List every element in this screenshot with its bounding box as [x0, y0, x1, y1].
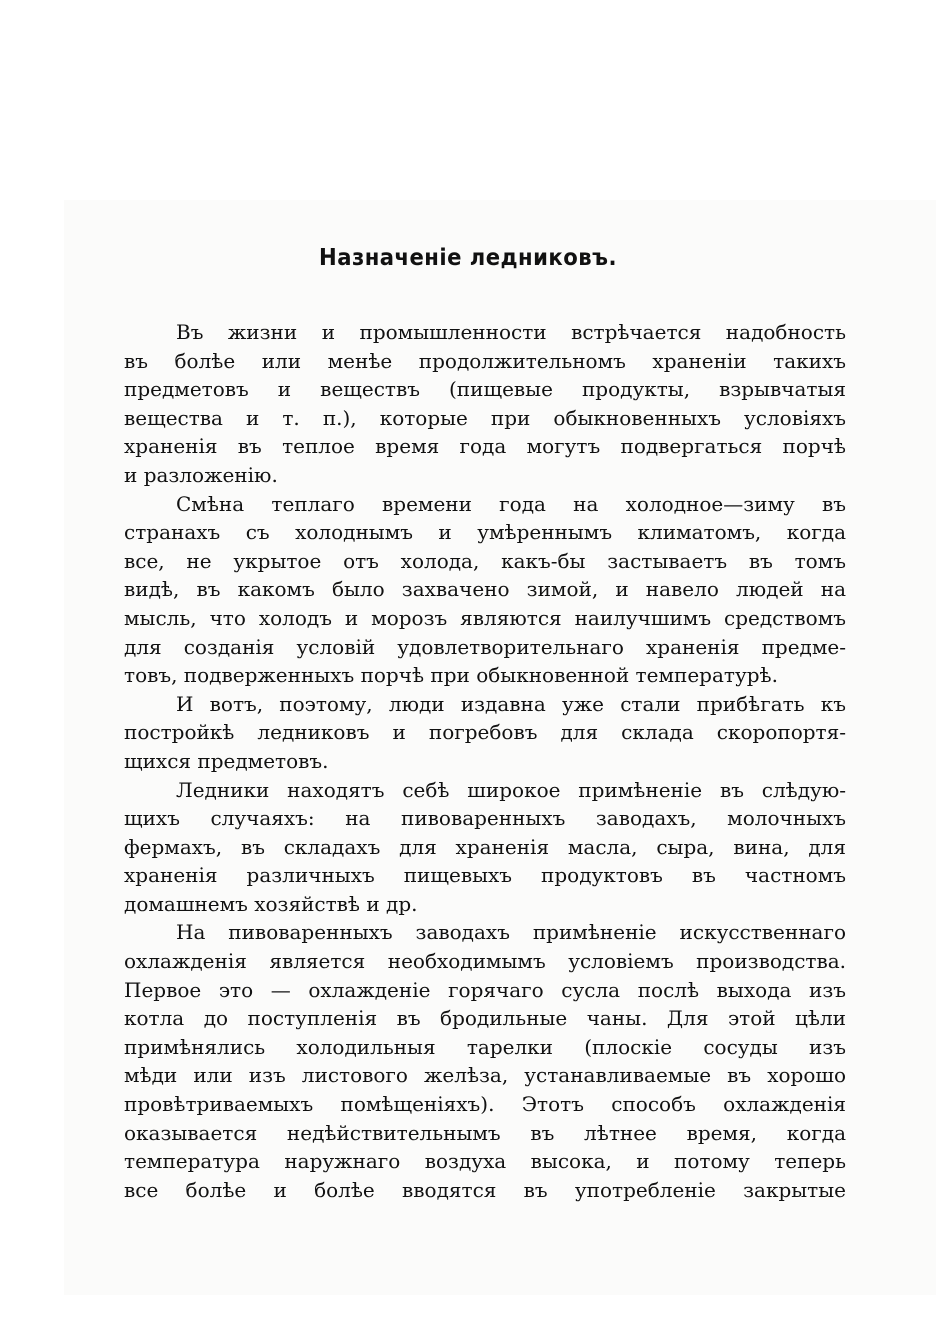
text-line: И вотъ, поэтому, люди издавна уже стали прибѣгать къ — [176, 691, 846, 716]
text-line: Ледники находятъ себѣ широкое примѣненiе въ слѣдую- — [176, 777, 846, 802]
text-line: примѣнялись холодильныя тарелки (плоскiе сосуды изъ — [124, 1034, 846, 1059]
text-line: фермахъ, въ складахъ для храненiя масла, сыра, вина, для — [124, 834, 846, 859]
paragraph — [124, 918, 846, 1204]
text-line: странахъ съ холоднымъ и умѣреннымъ климатомъ, когда — [124, 520, 846, 545]
text-line: котла до поступленiя въ бродильные чаны. Для этой цѣли — [124, 1006, 846, 1031]
text-line: храненiя различныхъ пищевыхъ продуктовъ въ частномъ — [124, 863, 846, 888]
text-line: Смѣна теплаго времени года на холодное—зиму въ — [176, 491, 846, 516]
text-line: и разложенiю. — [124, 462, 278, 487]
text-line: предметовъ и веществъ (пищевые продукты, взрывчатыя — [124, 377, 846, 402]
text-line: На пивоваренныхъ заводахъ примѣненiе искусственнаго — [176, 920, 846, 945]
text-line: домашнемъ хозяйствѣ и др. — [124, 891, 418, 916]
text-line: щихся предметовъ. — [124, 748, 329, 773]
text-line: все болѣе и болѣе вводятся въ употребленiе закрытые — [124, 1177, 846, 1202]
page-title: Назначенiе ледниковъ. — [319, 245, 617, 271]
paragraph — [124, 690, 846, 776]
text-line: товъ, подверженныхъ порчѣ при обыкновенной температурѣ. — [124, 663, 778, 688]
text-line: все, не укрытое отъ холода, какъ-бы застываетъ въ томъ — [124, 548, 846, 573]
text-line: храненiя въ теплое время года могутъ подвергаться порчѣ — [124, 434, 846, 459]
paragraph — [124, 776, 846, 919]
text-line: температура наружнаго воздуха высока, и потому теперь — [124, 1149, 846, 1174]
text-line: провѣтриваемыхъ помѣщенiяхъ). Этотъ способъ охлажденiя — [124, 1092, 846, 1117]
text-line: постройкѣ ледниковъ и погребовъ для склада скоропортя- — [124, 720, 846, 745]
text-line: для созданiя условiй удовлетворительнаго храненiя предме- — [124, 634, 846, 659]
text-line: Въ жизни и промышленности встрѣчается надобность — [176, 320, 846, 344]
text-line: видѣ, въ какомъ было захвачено зимой, и навело людей на — [124, 577, 846, 602]
text-line: мѣди или изъ листового желѣза, устанавливаемые въ хорошо — [124, 1063, 846, 1088]
text-line: щихъ случаяхъ: на пивоваренныхъ заводахъ, молочныхъ — [124, 806, 846, 831]
text-line: вещества и т. п.), которые при обыкновенныхъ условiяхъ — [124, 405, 846, 430]
text-line: мысль, что холодъ и морозъ являются наилучшимъ средствомъ — [124, 605, 846, 630]
text-line: охлажденiя является необходимымъ условiемъ производства. — [124, 949, 846, 974]
text-line: оказывается недѣйствительнымъ въ лѣтнее время, когда — [124, 1120, 846, 1145]
text-line: Первое это — охлажденiе горячаго сусла послѣ выхода изъ — [124, 977, 846, 1002]
text-line: въ болѣе или менѣе продолжительномъ храненiи такихъ — [124, 348, 846, 373]
paragraph — [124, 318, 846, 490]
body-text — [124, 318, 846, 1204]
paragraph — [124, 490, 846, 690]
